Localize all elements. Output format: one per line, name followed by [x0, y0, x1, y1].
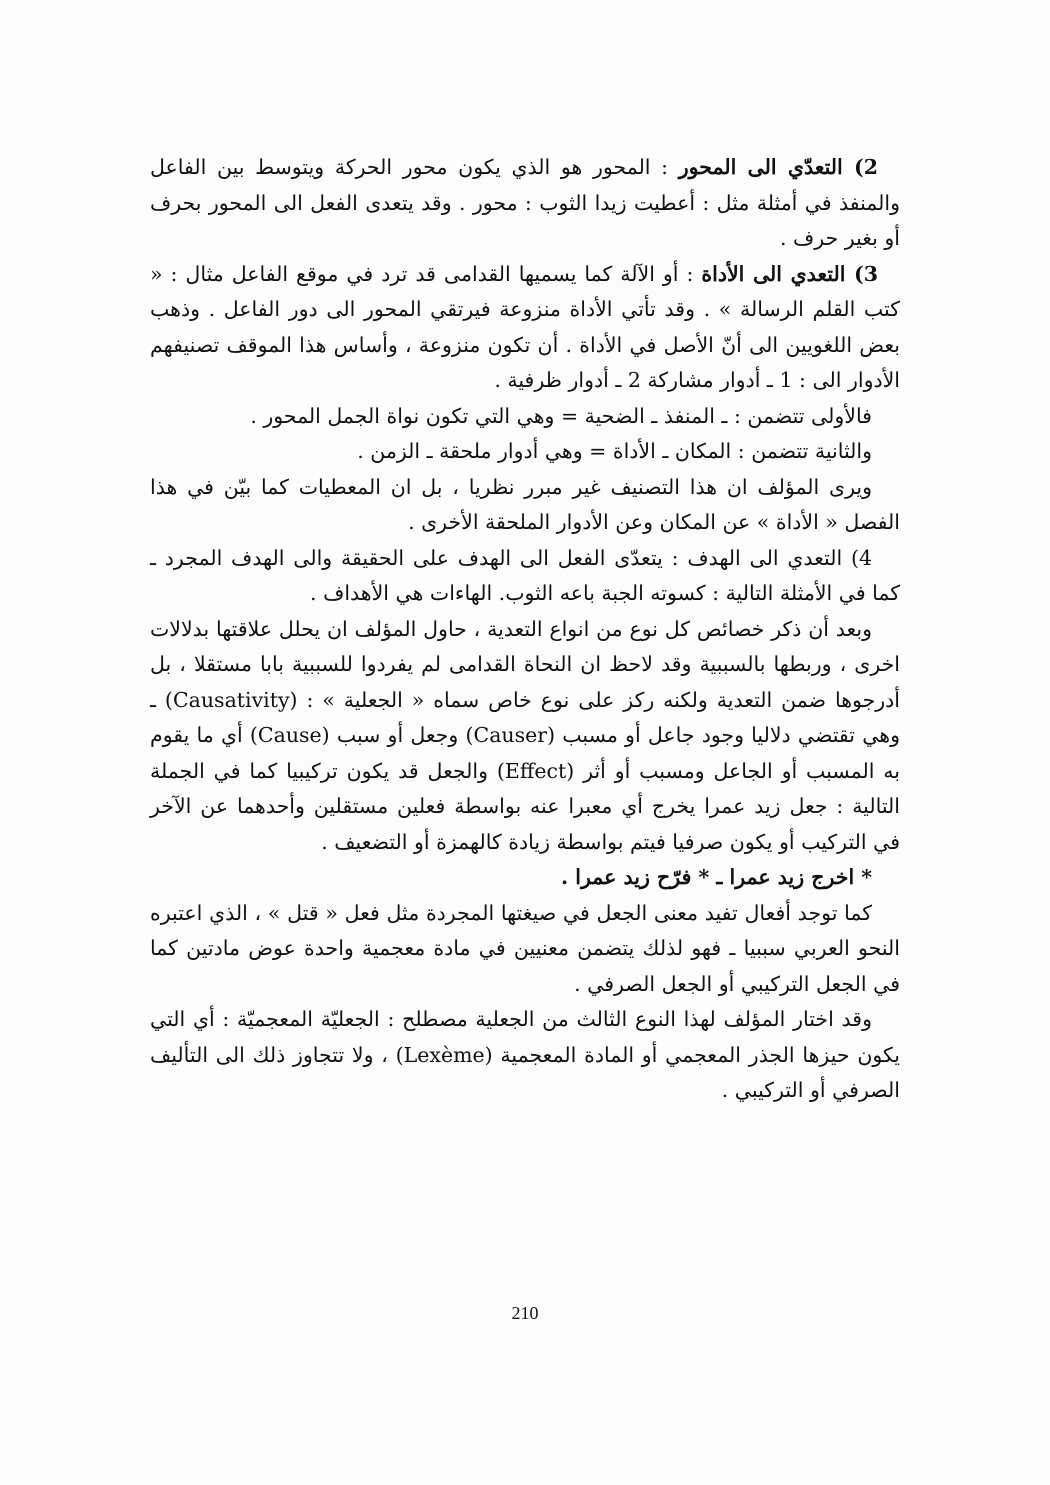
body-text — [150, 150, 900, 1109]
example-line: * اخرج زيد عمرا ـ * فرّح زيد عمرا . — [561, 865, 872, 889]
paragraph-instrument-transitivity — [150, 257, 900, 399]
paragraph-lexical-verbs: كما توجد أفعال تفيد معنى الجعل في صيغتها المجردة مثل فعل « قتل » ، الذي اعتبره النحو العربي سببيا ـ فهو لذلك يتضمن معنيين في مادة معجمية واحدة عوض مادتين كما في الجعل التركيبي أو الجعل الصرفي . — [150, 900, 900, 996]
section-heading-axis: 2) التعدّي الى المحور — [678, 155, 878, 179]
paragraph-causativity: وبعد أن ذكر خصائص كل نوع من انواع التعدية ، حاول المؤلف ان يحلل علاقتها بدلالات اخرى ، وربطها بالسببية وقد لاحظ ان النحاة القدامى لم يفردوا للسببية بابا مستقلا ، بل أدرجوها ضمن التعدية ولكنه ركز على نوع خاص سماه « الجعلية » : (Causativity) ـ وهي تقتضي دلاليا وجود جاعل أو مسبب (Causer) وجعل أو سبب (Cause) أي ما يقوم به المسبب أو الجاعل ومسبب أو أثر (Effect) والجعل قد يكون تركيبيا كما في الجملة التالية : جعل زيد عمرا يخرج أي معبرا عنه بواسطة فعلين مستقلين وأحدهما عن الآخر في التركيب أو يكون صرفيا فيتم بواسطة زيادة كالهمزة أو التضعيف . — [150, 616, 900, 854]
paragraph-lexical-causativity: وقد اختار المؤلف لهذا النوع الثالث من الجعلية مصطلح : الجعليّة المعجميّة : أي التي يكون حيزها الجذر المعجمي أو المادة المعجمية (Lexème) ، ولا تتجاوز ذلك الى التأليف الصرفي أو التركيبي . — [150, 1007, 900, 1102]
paragraph-goal-transitivity: 4) التعدي الى الهدف : يتعدّى الفعل الى الهدف على الحقيقة والى الهدف المجرد ـ كما في الأمثلة التالية : كسوته الجبة باعه الثوب. الهاءات هي الأهداف . — [150, 545, 900, 605]
paragraph-text: : المحور هو الذي يكون محور الحركة ويتوسط بين الفاعل والمنفذ في أمثلة مثل : أعطيت زيدا الثوب : محور . وقد يتعدى الفعل الى المحور بحرف أو بغير حرف . — [150, 155, 900, 250]
paragraph-author-view: ويرى المؤلف ان هذا التصنيف غير مبرر نظريا ، بل ان المعطيات كما بيّن في هذا الفصل « الأداة » عن المكان وعن الأدوار الملحقة الأخرى . — [150, 474, 900, 534]
paragraph-first-category: فالأولى تتضمن : ـ المنفذ ـ الضحية = وهي التي تكون نواة الجمل المحور . — [250, 403, 872, 428]
paragraph-axis-transitivity — [150, 150, 900, 257]
page-number: 210 — [511, 1303, 539, 1323]
section-heading-instrument: 3) التعدي الى الأداة — [701, 261, 878, 286]
paragraph-text: : أو الآلة كما يسميها القدامى قد ترد في موقع الفاعل مثال : « كتب القلم الرسالة » . وقد تأتي الأداة منزوعة فيرتقي المحور الى دور الفاعل . وذهب بعض اللغويين الى أنّ الأصل في الأداة . أن تكون منزوعة ، وأساس هذا الموقف تصنيفهم الأدوار الى : 1 ـ أدوار مشاركة 2 ـ أدوار ظرفية . — [150, 261, 901, 392]
paragraph-second-category: والثانية تتضمن : المكان ـ الأداة = وهي أدوار ملحقة ـ الزمن . — [357, 439, 872, 463]
